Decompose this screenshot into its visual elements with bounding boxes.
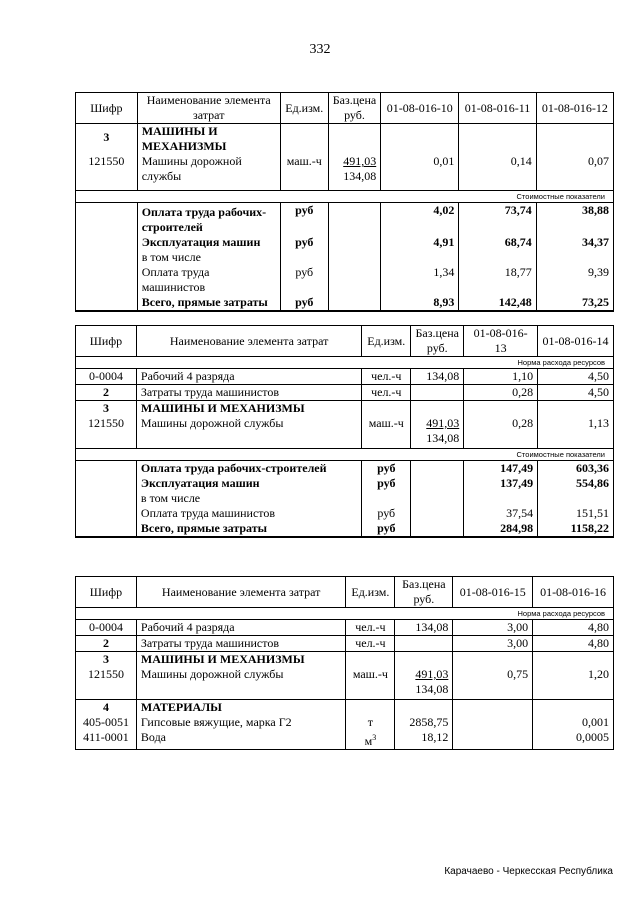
row-value: 0,07 [536,154,613,190]
cost-name: Оплата труда машинистов [137,265,280,295]
table-row [76,369,614,385]
row-name: Машины дорожной службы [137,154,280,190]
row-name: Затраты труда машинистов [136,636,345,652]
table-row [76,124,614,155]
cost-value: 1,34 [381,265,459,295]
header-name: Наименование элемента затрат [136,326,361,357]
row-unit-superscript: 3 [372,732,377,742]
cost-value: 147,49 [464,460,538,476]
row-price: 491,03 [343,154,377,168]
cost-name: Всего, прямые затраты [136,521,361,537]
row-value: 1,10 [464,369,538,385]
table-row [76,401,614,417]
resource-table-2 [75,325,614,538]
cost-value: 142,48 [459,295,536,311]
cost-row-total [76,295,614,311]
header-unit: Ед.изм. [346,577,395,608]
cost-row [76,506,614,521]
row-value: 1,20 [533,667,614,699]
row-price: 491,03 [415,667,449,681]
section-label: Норма расхода ресурсов [76,357,614,369]
row-price: 18,12 [395,730,453,750]
row-price: 134,08 [395,620,453,636]
table-row [76,620,614,636]
row-code: 2 [76,636,137,652]
row-name: МАШИНЫ И МЕХАНИЗМЫ [136,401,361,417]
cost-name: в том числе [137,250,280,265]
row-unit: чел.-ч [346,636,395,652]
row-value: 0,28 [464,416,538,448]
cost-row [76,235,614,250]
cost-name: Всего, прямые затраты [137,295,280,311]
header-code: Шифр [76,326,137,357]
row-code: 121550 [76,416,137,448]
row-code: 4 [76,699,137,715]
page-number: 332 [309,42,331,57]
row-name: МАШИНЫ И МЕХАНИЗМЫ [136,652,345,668]
row-name: МАШИНЫ И МЕХАНИЗМЫ [137,124,280,155]
cost-value: 9,39 [536,265,613,295]
row-code: 411-0001 [76,730,137,750]
row-unit: маш.-ч [362,416,411,448]
header-name: Наименование элемента затрат [136,577,345,608]
resource-table-1 [75,92,614,312]
row-code: 0-0004 [76,620,137,636]
cost-unit: руб [280,265,328,295]
row-price: 2858,75 [395,715,453,730]
row-value: 4,80 [533,620,614,636]
table-row [76,652,614,668]
cost-row [76,491,614,506]
cost-name: Оплата труда машинистов [136,506,361,521]
section-label: Стоимостные показатели [76,448,614,460]
header-price: Баз.цена руб. [395,577,453,608]
row-code: 405-0051 [76,715,137,730]
row-name: Рабочий 4 разряда [136,369,361,385]
row-value: 3,00 [453,636,533,652]
row-name: Гипсовые вяжущие, марка Г2 [136,715,345,730]
header-code: Шифр [76,93,138,124]
header-col: 01-08-016-14 [538,326,614,357]
cost-value: 137,49 [464,476,538,491]
cost-unit: руб [280,235,328,250]
row-code: 121550 [76,154,138,190]
row-name: Рабочий 4 разряда [136,620,345,636]
row-value: 0,001 [533,715,614,730]
cost-row [76,202,614,235]
header-col: 01-08-016-12 [536,93,613,124]
table-row [76,154,614,190]
cost-value: 68,74 [459,235,536,250]
cost-row [76,265,614,295]
row-price: 491,03 [426,416,460,430]
cost-value: 554,86 [538,476,614,491]
row-value: 0,28 [464,385,538,401]
row-value: 4,50 [538,369,614,385]
cost-value: 34,37 [536,235,613,250]
cost-row [76,460,614,476]
cost-name: Эксплуатация машин [136,476,361,491]
row-value: 1,13 [538,416,614,448]
row-code: 3 [76,652,137,668]
section-label-row [76,608,614,620]
cost-unit: руб [280,295,328,311]
row-name: Машины дорожной службы [136,416,361,448]
cost-value: 38,88 [536,202,613,235]
cost-value: 4,91 [381,235,459,250]
row-value [453,715,533,730]
cost-row [76,476,614,491]
row-price-secondary: 134,08 [426,431,460,445]
row-price: 134,08 [411,369,464,385]
cost-value: 37,54 [464,506,538,521]
header-col: 01-08-016-15 [453,577,533,608]
row-unit: чел.-ч [362,385,411,401]
header-col: 01-08-016-10 [381,93,459,124]
row-value: 4,80 [533,636,614,652]
header-col: 01-08-016-13 [464,326,538,357]
footer-region: Карачаево - Черкесская Республика [444,866,613,877]
row-unit: м [364,733,373,748]
cost-unit: руб [362,460,411,476]
row-price-secondary: 134,08 [343,169,377,183]
table-header [76,577,614,608]
cost-value: 1158,22 [538,521,614,537]
section-label-row [76,448,614,460]
row-value: 0,01 [381,154,459,190]
row-value: 4,50 [538,385,614,401]
row-price-secondary: 134,08 [415,682,449,696]
cost-value: 73,74 [459,202,536,235]
row-name: Вода [136,730,345,750]
table-row [76,416,614,448]
header-price: Баз.цена руб. [328,93,380,124]
table-row [76,636,614,652]
cost-unit: руб [362,506,411,521]
row-value: 0,75 [453,667,533,699]
cost-row [76,250,614,265]
cost-value: 284,98 [464,521,538,537]
row-code: 2 [76,385,137,401]
cost-value: 73,25 [536,295,613,311]
cost-value: 151,51 [538,506,614,521]
row-unit: чел.-ч [362,369,411,385]
cost-name: Оплата труда рабочих-строителей [136,460,361,476]
cost-name: в том числе [136,491,361,506]
cost-value: 4,02 [381,202,459,235]
section-label-row [76,190,614,202]
cost-unit: руб [362,476,411,491]
row-name: Затраты труда машинистов [136,385,361,401]
table-row [76,385,614,401]
row-value: 3,00 [453,620,533,636]
row-unit: чел.-ч [346,620,395,636]
cost-value: 18,77 [459,265,536,295]
table-row [76,667,614,699]
header-price: Баз.цена руб. [411,326,464,357]
table-header [76,326,614,357]
header-unit: Ед.изм. [362,326,411,357]
row-unit: маш.-ч [280,154,328,190]
cost-value: 603,36 [538,460,614,476]
row-code: 3 [76,124,138,155]
row-name: Машины дорожной службы [136,667,345,699]
section-label: Норма расхода ресурсов [76,608,614,620]
cost-unit: руб [280,202,328,235]
row-code: 3 [76,401,137,417]
header-name: Наименование элемента затрат [137,93,280,124]
resource-table-3 [75,576,614,750]
table-row [76,699,614,715]
cost-value: 8,93 [381,295,459,311]
row-unit: т [346,715,395,730]
row-value: 0,0005 [533,730,614,750]
cost-name: Оплата труда рабочих-строителей [137,202,280,235]
table-header [76,93,614,124]
cost-row-total [76,521,614,537]
row-code: 0-0004 [76,369,137,385]
cost-unit: руб [362,521,411,537]
row-value: 0,14 [459,154,536,190]
header-unit: Ед.изм. [280,93,328,124]
row-value [453,730,533,750]
section-label: Стоимостные показатели [76,190,614,202]
header-code: Шифр [76,577,137,608]
row-unit: маш.-ч [346,667,395,699]
row-name: МАТЕРИАЛЫ [136,699,345,715]
cost-name: Эксплуатация машин [137,235,280,250]
table-row [76,715,614,730]
header-col: 01-08-016-16 [533,577,614,608]
row-code: 121550 [76,667,137,699]
section-label-row [76,357,614,369]
header-col: 01-08-016-11 [459,93,536,124]
table-row [76,730,614,750]
